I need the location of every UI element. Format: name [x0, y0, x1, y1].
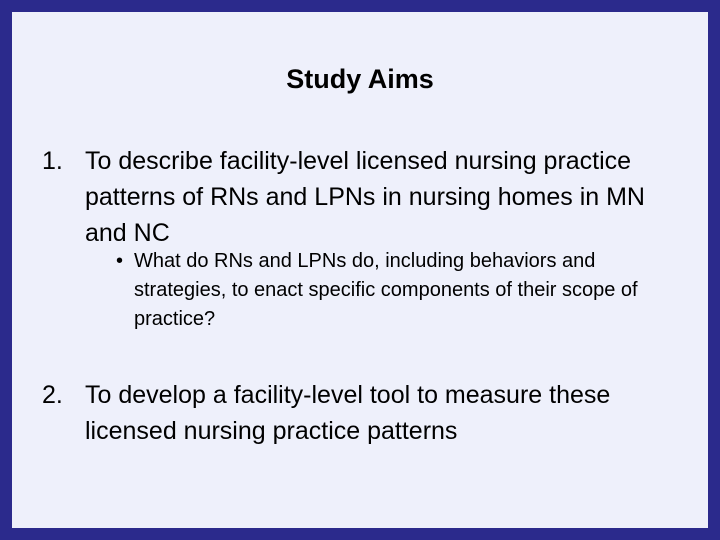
aim-item-2 — [42, 377, 682, 449]
aim-text: To develop a facility-level tool to measure these licensed nursing practice patterns — [85, 381, 611, 445]
slide-title: Study Aims — [286, 64, 434, 94]
aim-number: 1. — [42, 147, 63, 175]
bullet-icon: • — [116, 250, 124, 272]
aim-1-sub-bullet — [116, 247, 676, 334]
sub-bullet-text: What do RNs and LPNs do, including behaviors and strategies, to enact specific components of their scope of practice? — [134, 250, 638, 330]
aim-item-1 — [42, 143, 682, 251]
aim-number: 2. — [42, 381, 63, 409]
aim-text: To describe facility-level licensed nursing practice patterns of RNs and LPNs in nursing homes in MN and NC — [85, 147, 645, 247]
slide-panel — [12, 12, 708, 528]
